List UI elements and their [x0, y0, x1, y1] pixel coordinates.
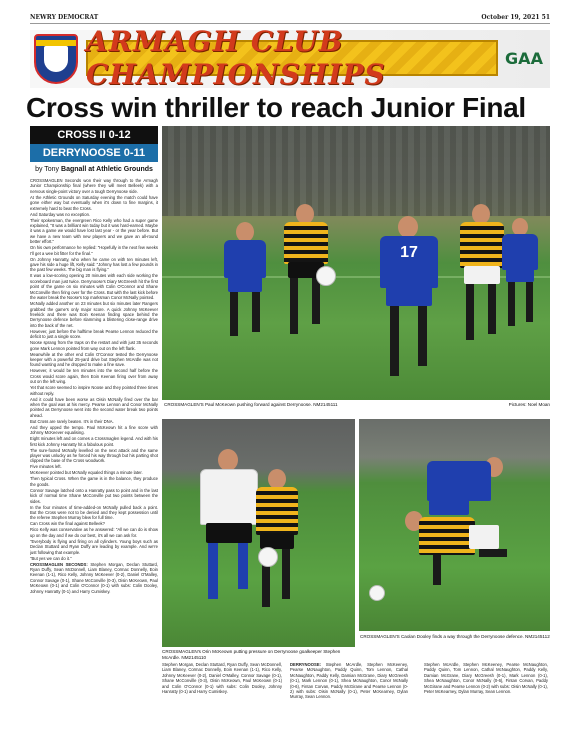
issue-date-page: October 19, 2021 51	[481, 14, 550, 21]
publication-name: NEWRY DEMOCRAT	[30, 14, 99, 21]
byline-name: Bagnall at Athletic Grounds	[61, 166, 153, 173]
player-blue-2	[496, 218, 544, 338]
paragraph: But Cross are rarely beaten. It's in their DNA.	[30, 418, 114, 424]
paragraph: Five minutes left.	[30, 464, 62, 470]
team-players: Stephen McArdle, Stephen McKeeney, Pearse McNaughton, Paddy Quinn, Tom Lennon, Cathal McNaughton, Paddy Kelly, Damian McGrane, Diary McGreesh (0-1), Mark Lennon (0-1), Shea McNaughton, Conor McNally (0-6), Fintan Corvan, Paddy McGirane and Pearse Lennon (0-2) with subs: Oisin McNally (0-1), Peter McKearney, Dylan Murray, Sean Lennon.	[290, 662, 408, 700]
dooley-photo	[359, 419, 550, 631]
gaa-logo-icon: GAA	[505, 48, 543, 68]
paragraph: The sure-footed McNally levelled on the next attack and the same player was unlucky as he forced his way through but his parting shot clipped the base of the Cross woodwork.	[30, 447, 158, 464]
paragraph: And they upped the tempo. Paul McKeown hit a fine score with Johnny McKeever equalising.	[30, 424, 158, 436]
team-label: DERRYNOOSE:	[290, 662, 322, 667]
football-icon	[258, 547, 278, 567]
paragraph: Can Cross win the final against Belleek?	[30, 521, 105, 527]
main-match-photo	[162, 126, 550, 400]
paragraph: On Johnny Hanratty, who when he came on with ten minutes left, gave his side a huge lift, Kelly said: "Johnny has lost a few pounds in the past few weeks. The big man is flying."	[30, 256, 158, 273]
masthead	[30, 14, 550, 24]
team-players-cont: Stephen Morgan, Declan Stuttard, Ryan Duffy, Sean McDonnell, Liam Blaney, Cormac Donnelly, Eoin Keenan (1-1), Rico Kelly, Johnny McKeever (0-2), Daniel O'Malley, Connor Savage (0-1), Shane McConville (0-3), Oisin McKeown, Paul McKeown (0-1) and Colin O'Connor (0-1) with subs: Colin Dooley, Johnny Hanratty (0-1) and Harry Cumiskey.	[162, 662, 282, 695]
paragraph: Connor Savage latched onto a Hanratty pass to point and in the last kick of normal time Shane McConville put two points between the sides.	[30, 487, 158, 504]
score-away: DERRYNOOSE 0-11	[30, 144, 158, 162]
goalkeeper-photo-caption: CROSSMAGLEN's Orin McKeown putting pressure on Derrynoose goalkeeper Stephen McArdle. NM2145110	[162, 649, 341, 660]
team-label: CROSSMAGLEN SECONDS:	[30, 561, 88, 567]
paragraph: At the Athletic Grounds on Saturday evening the match could have gone either way but eventually when it's down to fine margins, it extremely hard to beat the Cross.	[30, 194, 158, 211]
player-amber-pressure	[248, 469, 306, 619]
paragraph: Rico Kelly was conservative as he answered: "All we can do is show up on the day and if we do our best, it's all we can ask for.	[30, 527, 158, 538]
paragraph: McKeever pointed but McNally equaled things a minute later.	[30, 470, 143, 476]
article-headline: Cross win thriller to reach Junior Final	[26, 92, 526, 123]
paragraph: It was a low-scoring opening 20 minutes with each side working the scoreboard man just twice. Derrynoose's Diary McGreesh hit the first point of the game on six minutes with Colin O'Connor and Shane McConville then firing over for the Cross. But with the last kick before the water break the Noose's top marksman Conor McNally pointed.	[30, 273, 158, 301]
armagh-crest-icon	[34, 34, 78, 84]
banner-title: ARMAGH CLUB CHAMPIONSHIPS	[86, 25, 386, 91]
goalkeeper-photo	[162, 419, 355, 647]
paragraph: In the four minutes of time-added-on McNally pulled back a point. But the Cross were not to be denied and they kept possession until the referee Stephen Murray blew for full time.	[30, 504, 158, 521]
player-blue	[216, 222, 276, 342]
byline-prefix: by Tony	[35, 166, 60, 173]
main-photo-caption: CROSSMAGLEN'S Paul McKeown pushing forward against Derrynoose. NM2145111	[164, 402, 338, 407]
paragraph: "Everybody is flying and firing on all cylinders. Young boys such as Declan Stuttard and Ryan Duffy are leading by example. And we're just following that example.	[30, 538, 158, 555]
paragraph: Then typical Cross. When the game is in the balance, they produce the goods.	[30, 476, 158, 487]
paragraph: Noose sprang from the traps on the restart and with just 35 seconds gone Mark Lennon pointed from way out on the left flank.	[30, 340, 158, 351]
paragraph: CROSSMAGLEN Seconds won their way through to the Armagh Junior Championship final (where they will meet Belleek) with a nervous single-point victory over a tough Derrynoose side.	[30, 178, 158, 194]
football-icon	[316, 266, 336, 286]
team-lineup-derrynoose-cont	[424, 662, 548, 726]
team-players-cont: Stephen McArdle, Stephen McKeeney, Pearse McNaughton, Paddy Quinn, Tom Lennon, Cathal McNaughton, Paddy Kelly, Damian McGrane, Diary McGreesh (0-1), Mark Lennon (0-1), Shea McNaughton, Conor McNally (0-6), Fintan Corvan, Paddy McGirane and Pearse Lennon (0-2) with subs: Oisin McNally (0-1), Peter McKearney, Dylan Murray, Sean Lennon.	[424, 662, 548, 695]
team-lineup-derrynoose	[290, 662, 408, 726]
football-icon	[369, 585, 385, 601]
player-blue-17	[372, 216, 446, 386]
team-lineup-cross	[30, 562, 158, 594]
paragraph: Yet that score seemed to inspire Noose and they pointed three times without reply.	[30, 385, 158, 396]
byline	[30, 166, 158, 176]
paragraph: And it could have been worse as Oisin McNally fired over the bar when the goal was at his mercy. Pearse Lennon and Conor McNally pointed as Derrynoose went into the second water break two points ahead.	[30, 396, 158, 418]
paragraph: However, just before the halftime break Pearse Lennon reduced the deficit to just a single score.	[30, 328, 158, 340]
team-lineup-continued	[162, 662, 282, 726]
player-amber-dooley	[399, 505, 509, 595]
team-players: Stephen Morgan, Declan Stuttard, Ryan Duffy, Sean McDonnell, Liam Blaney, Cormac Donnelly, Eoin Keenan (1-1), Rico Kelly, Johnny McKeever (0-2), Daniel O'Malley, Connor Savage (0-1), Shane McConville (0-3), Oisin McKeown, Paul McKeown (0-1) and Colin O'Connor (0-1) with subs: Colin Dooley, Johnny Hanratty (0-1) and Harry Cumiskey.	[30, 561, 158, 594]
paragraph: McNally added another on 23 minutes but six minutes later Rangers grabbed the game's only major score. A quick Johnny McKeever freekick and there was Eoin Keenan finding space behind the Derrynoose defence before slamming a blistering close-range drive into the back of the net.	[30, 301, 158, 328]
championship-banner	[30, 25, 550, 91]
paragraph: Meanwhile at the other end Colin O'Connor tested the Derrynoose keeper with a powerful 25-yard drive but Stephen McArdle was not found wanting and he dropped to make a fine save.	[30, 351, 158, 368]
paragraph: Their spokesman, the evergreen Rico Kelly who had a super game explained, "It was a brilliant win today but it was hard-earned. Maybe it was a game we would have lost last year - or the year before. But we have a new team with new players and we gave an all-round better effort."	[30, 217, 158, 245]
paragraph: However, it would be ten minutes into the second half before the Cross would score again, then Eoin Keenan firing over from away out on the left wing.	[30, 368, 158, 385]
dooley-photo-caption: CROSSMAGLEN'S Caolan Dooley finds a way through the Derrynoose defence. NM2145112	[360, 634, 550, 639]
score-home: CROSS II 0-12	[30, 126, 158, 144]
paragraph: "But yes we can do it."	[30, 555, 72, 561]
paragraph: Eight minutes left and on comes a Crossmaglen legend. And with his first kick Johnny Hanratty hit a fabulous point.	[30, 436, 158, 447]
photo-credit: Pictures: Noel Moan	[508, 402, 550, 407]
paragraph: And Saturday was no exception.	[30, 211, 91, 217]
shirt-number: 17	[400, 244, 418, 261]
article-body	[30, 178, 158, 698]
paragraph: On his own performance he replied: "Hopefully in the next few weeks I'll get a wee bit fitter for the final."	[30, 245, 158, 256]
stadium-stands	[162, 126, 550, 216]
